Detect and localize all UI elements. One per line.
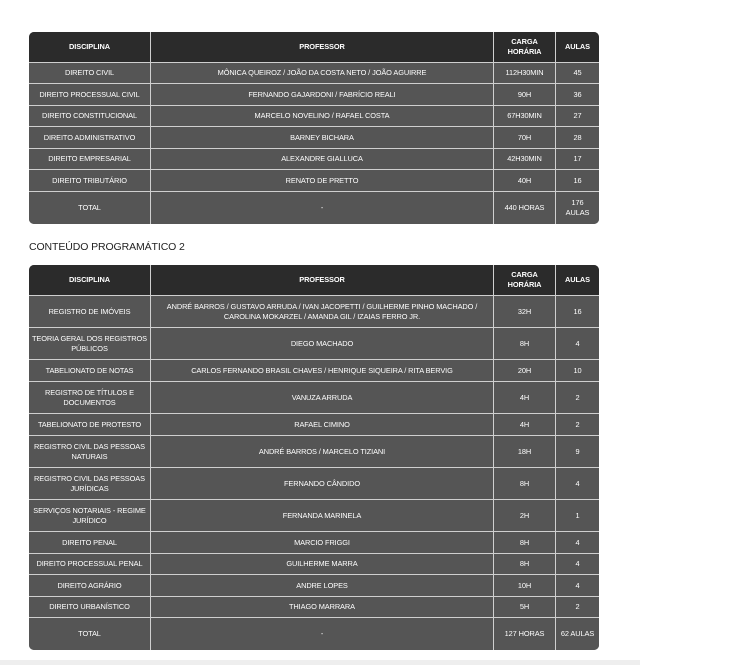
- table-row: [29, 532, 599, 554]
- cell-disciplina: REGISTRO CIVIL DAS PESSOAS NATURAIS: [29, 436, 151, 468]
- cell-aulas: 16: [556, 296, 599, 328]
- cell-professor: FERNANDO CÂNDIDO: [151, 468, 494, 500]
- course-table-1: [29, 32, 599, 224]
- cell-professor: VANUZA ARRUDA: [151, 382, 494, 414]
- cell-carga-horaria: 440 HORAS: [494, 192, 556, 224]
- cell-carga-horaria: 90H: [494, 84, 556, 106]
- cell-aulas: 28: [556, 127, 599, 149]
- cell-professor: GUILHERME MARRA: [151, 554, 494, 575]
- cell-aulas: 62 AULAS: [556, 618, 599, 650]
- cell-professor: MÔNICA QUEIROZ / JOÃO DA COSTA NETO / JOÃO AGUIRRE: [151, 63, 494, 84]
- cell-aulas: 4: [556, 554, 599, 575]
- cell-professor: ALEXANDRE GIALLUCA: [151, 149, 494, 170]
- table-row: [29, 63, 599, 84]
- cell-carga-horaria: 2H: [494, 500, 556, 532]
- cell-aulas: 4: [556, 575, 599, 597]
- table-row: [29, 360, 599, 382]
- header-disciplina: DISCIPLINA: [29, 265, 151, 296]
- cell-aulas: 4: [556, 468, 599, 500]
- table-row: [29, 500, 599, 532]
- cell-carga-horaria: 40H: [494, 170, 556, 192]
- table-row: [29, 382, 599, 414]
- cell-disciplina: REGISTRO DE TÍTULOS E DOCUMENTOS: [29, 382, 151, 414]
- table-row: [29, 575, 599, 597]
- table-total-row: [29, 192, 599, 224]
- table-row: [29, 149, 599, 170]
- table-row: [29, 106, 599, 127]
- cell-aulas: 2: [556, 414, 599, 436]
- cell-professor: ANDRE LOPES: [151, 575, 494, 597]
- cell-professor: ANDRÉ BARROS / MARCELO TIZIANI: [151, 436, 494, 468]
- cell-carga-horaria: 4H: [494, 382, 556, 414]
- cell-disciplina: TABELIONATO DE NOTAS: [29, 360, 151, 382]
- cell-disciplina: DIREITO EMPRESARIAL: [29, 149, 151, 170]
- cell-carga-horaria: 67H30MIN: [494, 106, 556, 127]
- header-disciplina: DISCIPLINA: [29, 32, 151, 63]
- cell-disciplina: DIREITO PROCESSUAL PENAL: [29, 554, 151, 575]
- table-row: [29, 296, 599, 328]
- cell-disciplina: DIREITO PENAL: [29, 532, 151, 554]
- cell-carga-horaria: 4H: [494, 414, 556, 436]
- cell-carga-horaria: 18H: [494, 436, 556, 468]
- section-title: CONTEÚDO PROGRAMÁTICO 2: [29, 241, 185, 253]
- cell-professor: ANDRÉ BARROS / GUSTAVO ARRUDA / IVAN JACOPETTI / GUILHERME PINHO MACHADO / CAROLINA MOKARZEL / AMANDA GIL / IZAIAS FERRO JR.: [151, 296, 494, 328]
- cell-aulas: 45: [556, 63, 599, 84]
- cell-professor: RAFAEL CIMINO: [151, 414, 494, 436]
- cell-aulas: 36: [556, 84, 599, 106]
- cell-carga-horaria: 127 HORAS: [494, 618, 556, 650]
- header-aulas: AULAS: [556, 32, 599, 63]
- cell-aulas: 27: [556, 106, 599, 127]
- table-header-row: [29, 265, 599, 296]
- header-aulas: AULAS: [556, 265, 599, 296]
- table-total-row: [29, 618, 599, 650]
- table-row: [29, 414, 599, 436]
- cell-disciplina: DIREITO CIVIL: [29, 63, 151, 84]
- cell-aulas: 2: [556, 597, 599, 618]
- cell-carga-horaria: 112H30MIN: [494, 63, 556, 84]
- cell-carga-horaria: 5H: [494, 597, 556, 618]
- table-row: [29, 436, 599, 468]
- cell-disciplina: REGISTRO DE IMÓVEIS: [29, 296, 151, 328]
- cell-carga-horaria: 10H: [494, 575, 556, 597]
- header-professor: PROFESSOR: [151, 265, 494, 296]
- course-table-2: [29, 265, 599, 650]
- cell-professor: MARCELO NOVELINO / RAFAEL COSTA: [151, 106, 494, 127]
- cell-aulas: 176 AULAS: [556, 192, 599, 224]
- cell-disciplina: DIREITO AGRÁRIO: [29, 575, 151, 597]
- table-header-row: [29, 32, 599, 63]
- cell-carga-horaria: 42H30MIN: [494, 149, 556, 170]
- table-row: [29, 597, 599, 618]
- cell-aulas: 4: [556, 532, 599, 554]
- header-professor: PROFESSOR: [151, 32, 494, 63]
- cell-carga-horaria: 70H: [494, 127, 556, 149]
- page-bottom-divider: [0, 660, 640, 665]
- cell-carga-horaria: 32H: [494, 296, 556, 328]
- cell-professor: CARLOS FERNANDO BRASIL CHAVES / HENRIQUE SIQUEIRA / RITA BERVIG: [151, 360, 494, 382]
- cell-aulas: 10: [556, 360, 599, 382]
- header-carga-horaria: CARGA HORÁRIA: [494, 32, 556, 63]
- cell-professor: MARCIO FRIGGI: [151, 532, 494, 554]
- cell-aulas: 4: [556, 328, 599, 360]
- cell-disciplina: TABELIONATO DE PROTESTO: [29, 414, 151, 436]
- cell-carga-horaria: 8H: [494, 554, 556, 575]
- cell-disciplina: TEORIA GERAL DOS REGISTROS PÚBLICOS: [29, 328, 151, 360]
- cell-professor: FERNANDO GAJARDONI / FABRÍCIO REALI: [151, 84, 494, 106]
- cell-professor: RENATO DE PRETTO: [151, 170, 494, 192]
- cell-aulas: 9: [556, 436, 599, 468]
- table-row: [29, 84, 599, 106]
- table-row: [29, 127, 599, 149]
- cell-disciplina: TOTAL: [29, 192, 151, 224]
- cell-professor: FERNANDA MARINELA: [151, 500, 494, 532]
- cell-aulas: 2: [556, 382, 599, 414]
- cell-aulas: 1: [556, 500, 599, 532]
- cell-carga-horaria: 8H: [494, 468, 556, 500]
- header-carga-horaria: CARGA HORÁRIA: [494, 265, 556, 296]
- cell-professor: -: [151, 192, 494, 224]
- table-row: [29, 328, 599, 360]
- cell-carga-horaria: 8H: [494, 532, 556, 554]
- cell-disciplina: TOTAL: [29, 618, 151, 650]
- cell-aulas: 17: [556, 149, 599, 170]
- cell-professor: DIEGO MACHADO: [151, 328, 494, 360]
- cell-disciplina: DIREITO ADMINISTRATIVO: [29, 127, 151, 149]
- cell-disciplina: SERVIÇOS NOTARIAIS - REGIME JURÍDICO: [29, 500, 151, 532]
- cell-professor: THIAGO MARRARA: [151, 597, 494, 618]
- cell-disciplina: DIREITO CONSTITUCIONAL: [29, 106, 151, 127]
- cell-disciplina: DIREITO PROCESSUAL CIVIL: [29, 84, 151, 106]
- cell-disciplina: DIREITO TRIBUTÁRIO: [29, 170, 151, 192]
- cell-aulas: 16: [556, 170, 599, 192]
- cell-carga-horaria: 20H: [494, 360, 556, 382]
- cell-professor: BARNEY BICHARA: [151, 127, 494, 149]
- table-row: [29, 170, 599, 192]
- table-row: [29, 554, 599, 575]
- cell-disciplina: REGISTRO CIVIL DAS PESSOAS JURÍDICAS: [29, 468, 151, 500]
- table-row: [29, 468, 599, 500]
- cell-carga-horaria: 8H: [494, 328, 556, 360]
- cell-disciplina: DIREITO URBANÍSTICO: [29, 597, 151, 618]
- cell-professor: -: [151, 618, 494, 650]
